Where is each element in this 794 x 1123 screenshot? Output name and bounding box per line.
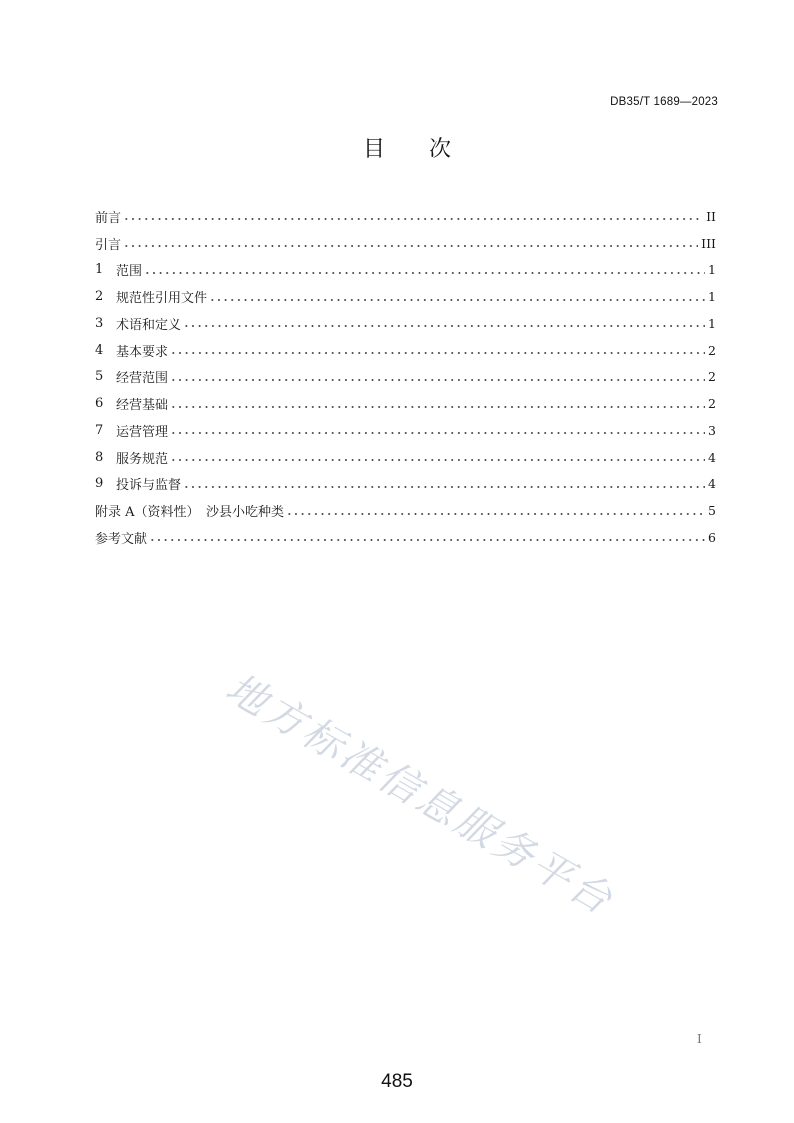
toc-leader: [123, 237, 698, 249]
toc-page-number: 6: [708, 529, 716, 545]
toc-entry-number: 7: [95, 422, 104, 438]
page-title: 目 次: [363, 137, 452, 162]
toc-page-number: 5: [708, 503, 716, 519]
toc-leader: [286, 505, 705, 517]
toc-entry-title: 参考文献: [95, 531, 148, 547]
toc-leader: [170, 451, 705, 463]
toc-leader: [149, 531, 705, 543]
toc-page-number: 2: [708, 369, 716, 385]
toc-leader: [144, 264, 705, 276]
toc-entry: [95, 364, 716, 391]
toc-entry: [95, 390, 716, 417]
toc-entry-number: 4: [95, 342, 104, 358]
toc-entry-number: 1: [95, 262, 104, 278]
watermark: 地方标准信息服务平台: [217, 665, 623, 925]
toc-entry-number: 5: [95, 369, 104, 385]
toc-entry-title: 范围: [116, 264, 143, 280]
toc-entry: [95, 444, 716, 471]
toc-entry: [95, 230, 716, 257]
toc-entry-title: 附录 A（资料性） 沙县小吃种类: [95, 505, 285, 521]
toc-entry-title: 经营范围: [116, 371, 169, 387]
page-number: 485: [381, 1071, 413, 1092]
toc-entry-title: 经营基础: [116, 398, 169, 414]
toc-entry-title: 引言: [95, 237, 122, 253]
toc-page-number: 4: [708, 476, 716, 492]
toc-entry-title: 服务规范: [116, 451, 169, 467]
toc-entry: [95, 257, 716, 284]
roman-page-number: I: [697, 1032, 702, 1046]
toc-leader: [183, 478, 705, 490]
document-number: DB35/T 1689—2023: [610, 96, 718, 108]
toc-page-number: 1: [708, 315, 716, 331]
toc-leader: [209, 291, 705, 303]
toc-leader: [170, 398, 705, 410]
toc-entry-number: 8: [95, 449, 104, 465]
toc-entry: [95, 203, 716, 230]
toc-entry: [95, 497, 716, 524]
toc-page-number: II: [706, 208, 716, 224]
toc-entry-number: 6: [95, 396, 104, 412]
toc-entry-number: 3: [95, 315, 104, 331]
toc-entry: [95, 337, 716, 364]
toc-page-number: 2: [708, 342, 716, 358]
toc-page-number: 2: [708, 396, 716, 412]
toc-page-number: 1: [708, 289, 716, 305]
toc-entry: [95, 524, 716, 551]
toc-entry: [95, 283, 716, 310]
toc-page-number: III: [701, 235, 716, 251]
toc-entry: [95, 417, 716, 444]
toc-page-number: 3: [708, 422, 716, 438]
toc-entry: [95, 310, 716, 337]
toc-leader: [170, 371, 705, 383]
toc-page-number: 1: [708, 262, 716, 278]
toc-entry-title: 投诉与监督: [116, 478, 182, 494]
toc-entry-title: 前言: [95, 210, 122, 226]
toc-page-number: 4: [708, 449, 716, 465]
toc-leader: [170, 424, 705, 436]
toc-leader: [123, 210, 703, 222]
toc-entry-number: 9: [95, 476, 104, 492]
toc-entry-title: 基本要求: [116, 344, 169, 360]
toc-leader: [170, 344, 705, 356]
toc-leader: [183, 317, 705, 329]
toc-entry: [95, 471, 716, 498]
table-of-contents: [95, 203, 716, 551]
toc-entry-title: 术语和定义: [116, 317, 182, 333]
toc-entry-number: 2: [95, 289, 104, 305]
toc-entry-title: 运营管理: [116, 424, 169, 440]
toc-entry-title: 规范性引用文件: [116, 291, 208, 307]
